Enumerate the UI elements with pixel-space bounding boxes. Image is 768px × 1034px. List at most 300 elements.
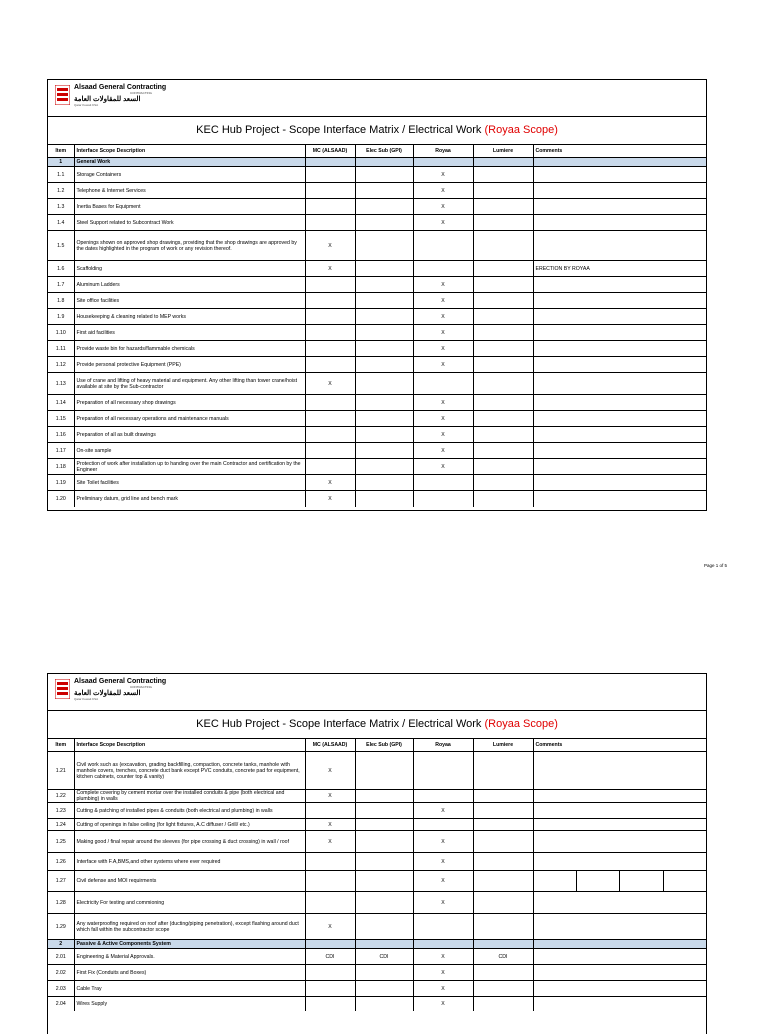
- elec-sub-cell: [355, 790, 413, 803]
- scope-description: Cable Tray: [74, 981, 305, 997]
- elec-sub-cell: [355, 341, 413, 357]
- comments-cell: [533, 167, 706, 183]
- company-name-block: [74, 84, 166, 107]
- comments-cell: [533, 231, 706, 261]
- item-number: 1.2: [48, 183, 74, 199]
- comments-cell: [533, 215, 706, 231]
- sheet-header: [48, 80, 706, 117]
- scope-description: Wires Supply: [74, 997, 305, 1011]
- section-empty-cell: [413, 158, 473, 167]
- item-number: 1.5: [48, 231, 74, 261]
- royaa-cell: X: [413, 892, 473, 914]
- page-title: [48, 711, 706, 739]
- royaa-cell: X: [413, 803, 473, 819]
- header-item: Item: [48, 145, 74, 158]
- comments-cell: [533, 373, 706, 395]
- section-row: [48, 940, 706, 949]
- comments-cell: [533, 871, 706, 892]
- mc-cell: [305, 167, 355, 183]
- royaa-cell: [413, 790, 473, 803]
- elec-sub-cell: [355, 373, 413, 395]
- item-number: 1.18: [48, 459, 74, 475]
- royaa-cell: X: [413, 183, 473, 199]
- table-row: [48, 475, 706, 491]
- comments-cell: [533, 183, 706, 199]
- table-row: [48, 790, 706, 803]
- company-name-ar: السعد للمقاولات العامة: [74, 96, 141, 103]
- royaa-cell: [413, 914, 473, 940]
- mc-cell: [305, 215, 355, 231]
- table-row: [48, 231, 706, 261]
- elec-sub-cell: [355, 871, 413, 892]
- company-logo-icon: [55, 679, 70, 699]
- scope-description: Preparation of all necessary shop drawings: [74, 395, 305, 411]
- comments-cell: [533, 309, 706, 325]
- lumiere-cell: [473, 752, 533, 790]
- royaa-cell: X: [413, 357, 473, 373]
- elec-sub-cell: [355, 199, 413, 215]
- scope-description: Any waterproofing required on roof after (ducting/piping penetration), except flashing around duct which fall within the subcontractor scope: [74, 914, 305, 940]
- item-number: 1.28: [48, 892, 74, 914]
- header-lumiere: Lumiere: [473, 739, 533, 752]
- royaa-cell: [413, 819, 473, 831]
- royaa-cell: X: [413, 871, 473, 892]
- item-number: 1.17: [48, 443, 74, 459]
- comments-cell: [533, 411, 706, 427]
- table-row: [48, 167, 706, 183]
- royaa-cell: X: [413, 459, 473, 475]
- comments-cell: [533, 752, 706, 790]
- table-row: [48, 373, 706, 395]
- sheet-page-1: [47, 79, 707, 511]
- comments-cell: ERECTION BY ROYAA: [533, 261, 706, 277]
- scope-description: Telephone & Internet Services: [74, 183, 305, 199]
- header-mc: MC (ALSAAD): [305, 145, 355, 158]
- comments-cell: [533, 395, 706, 411]
- table-row: [48, 871, 706, 892]
- scope-description: Civil defense and MOI requirments: [74, 871, 305, 892]
- title-highlight: (Royaa Scope): [484, 718, 558, 730]
- item-number: 1.7: [48, 277, 74, 293]
- title-main: KEC Hub Project - Scope Interface Matrix / Electrical Work: [196, 718, 485, 730]
- company-name-ar: السعد للمقاولات العامة: [74, 690, 141, 697]
- elec-sub-cell: [355, 752, 413, 790]
- item-number: 2.04: [48, 997, 74, 1011]
- comments-cell: [533, 427, 706, 443]
- royaa-cell: X: [413, 325, 473, 341]
- royaa-cell: X: [413, 341, 473, 357]
- elec-sub-cell: [355, 803, 413, 819]
- item-number: 1.1: [48, 167, 74, 183]
- elec-sub-cell: [355, 183, 413, 199]
- royaa-cell: X: [413, 167, 473, 183]
- table-row: [48, 341, 706, 357]
- elec-sub-cell: [355, 427, 413, 443]
- section-title: Passive & Active Components System: [74, 940, 305, 949]
- table-row: [48, 914, 706, 940]
- mc-cell: [305, 803, 355, 819]
- royaa-cell: X: [413, 949, 473, 965]
- royaa-cell: X: [413, 965, 473, 981]
- mc-cell: [305, 853, 355, 871]
- elec-sub-cell: [355, 981, 413, 997]
- item-number: 1.16: [48, 427, 74, 443]
- table-row: [48, 325, 706, 341]
- item-number: 1.3: [48, 199, 74, 215]
- item-number: 1.12: [48, 357, 74, 373]
- item-number: 1.24: [48, 819, 74, 831]
- lumiere-cell: [473, 215, 533, 231]
- elec-sub-cell: [355, 231, 413, 261]
- item-number: 1.25: [48, 831, 74, 853]
- scope-description: First Fix (Conduits and Boxes): [74, 965, 305, 981]
- comments-cell: [533, 459, 706, 475]
- table-row: [48, 443, 706, 459]
- item-number: 1.6: [48, 261, 74, 277]
- company-name-en: Alsaad General Contracting: [74, 678, 167, 685]
- mc-cell: [305, 357, 355, 373]
- table-row: [48, 395, 706, 411]
- scope-description: Openings shown on approved shop drawings, providing that the shop drawings are approved by the dates highlighted in the program of work or any revision thereof.: [74, 231, 305, 261]
- header-elec: Elec Sub (GPI): [355, 145, 413, 158]
- section-empty-cell: [413, 940, 473, 949]
- lumiere-cell: [473, 443, 533, 459]
- mc-cell: X: [305, 790, 355, 803]
- header-royaa: Royaa: [413, 145, 473, 158]
- comments-cell: [533, 277, 706, 293]
- elec-sub-cell: [355, 965, 413, 981]
- mc-cell: X: [305, 752, 355, 790]
- royaa-cell: X: [413, 853, 473, 871]
- header-item: Item: [48, 739, 74, 752]
- scope-description: Inertia Bases for Equipment: [74, 199, 305, 215]
- header-elec: Elec Sub (GPI): [355, 739, 413, 752]
- company-name-block: [74, 678, 166, 701]
- table-header-row: [48, 145, 706, 158]
- elec-sub-cell: [355, 443, 413, 459]
- mc-cell: [305, 965, 355, 981]
- elec-sub-cell: [355, 892, 413, 914]
- comments-subcell: [577, 871, 620, 891]
- item-number: 1.20: [48, 491, 74, 507]
- comments-cell: [533, 914, 706, 940]
- lumiere-cell: [473, 965, 533, 981]
- table-row: [48, 427, 706, 443]
- table-row: [48, 199, 706, 215]
- royaa-cell: X: [413, 215, 473, 231]
- scope-description: Cutting & patching of installed pipes & conduits (both electrical and plumbing) in walls: [74, 803, 305, 819]
- royaa-cell: [413, 475, 473, 491]
- section-empty-cell: [305, 940, 355, 949]
- scope-description: Aluminum Ladders: [74, 277, 305, 293]
- comments-subcell: [664, 871, 706, 891]
- item-number: 1.8: [48, 293, 74, 309]
- elec-sub-cell: [355, 459, 413, 475]
- table-row: [48, 965, 706, 981]
- item-number: 1.11: [48, 341, 74, 357]
- table-body: [48, 752, 706, 1011]
- company-name-en: Alsaad General Contracting: [74, 84, 167, 91]
- company-logo-icon: [55, 85, 70, 105]
- scope-description: Storage Containers: [74, 167, 305, 183]
- item-number: 1.9: [48, 309, 74, 325]
- lumiere-cell: [473, 183, 533, 199]
- item-number: 1.23: [48, 803, 74, 819]
- mc-cell: X: [305, 373, 355, 395]
- elec-sub-cell: [355, 293, 413, 309]
- table-row: [48, 411, 706, 427]
- elec-sub-cell: [355, 261, 413, 277]
- elec-sub-cell: [355, 491, 413, 507]
- table-row: [48, 831, 706, 853]
- scope-description: Provide waste bin for hazards/flammable chemicals: [74, 341, 305, 357]
- mc-cell: [305, 341, 355, 357]
- section-empty-cell: [533, 158, 706, 167]
- lumiere-cell: [473, 341, 533, 357]
- mc-cell: [305, 892, 355, 914]
- header-royaa: Royaa: [413, 739, 473, 752]
- lumiere-cell: CDI: [473, 949, 533, 965]
- table-row: [48, 491, 706, 507]
- mc-cell: [305, 277, 355, 293]
- table-row: [48, 853, 706, 871]
- comments-cell: [533, 443, 706, 459]
- elec-sub-cell: [355, 357, 413, 373]
- header-mc: MC (ALSAAD): [305, 739, 355, 752]
- comments-cell: [533, 981, 706, 997]
- lumiere-cell: [473, 357, 533, 373]
- page-number: Page 1 of 5: [704, 563, 728, 568]
- lumiere-cell: [473, 997, 533, 1011]
- lumiere-cell: [473, 871, 533, 892]
- mc-cell: X: [305, 831, 355, 853]
- page-title: [48, 117, 706, 145]
- comments-cell: [533, 790, 706, 803]
- lumiere-cell: [473, 790, 533, 803]
- scope-description: Use of crane and lifting of heavy material and equipment. Any other lifting than tower crane/hoist available at site by the Sub-contractor: [74, 373, 305, 395]
- section-number: 2: [48, 940, 74, 949]
- header-comments: Comments: [533, 739, 706, 752]
- item-number: 1.26: [48, 853, 74, 871]
- mc-cell: X: [305, 231, 355, 261]
- mc-cell: X: [305, 261, 355, 277]
- royaa-cell: [413, 752, 473, 790]
- mc-cell: X: [305, 475, 355, 491]
- lumiere-cell: [473, 819, 533, 831]
- scope-description: Site Toilet facilities: [74, 475, 305, 491]
- item-number: 2.01: [48, 949, 74, 965]
- mc-cell: [305, 871, 355, 892]
- table-row: [48, 357, 706, 373]
- lumiere-cell: [473, 853, 533, 871]
- scope-description: Steel Support related to Subcontract Work: [74, 215, 305, 231]
- table-row: [48, 459, 706, 475]
- royaa-cell: X: [413, 981, 473, 997]
- royaa-cell: X: [413, 443, 473, 459]
- comments-cell: [533, 325, 706, 341]
- comments-subcell: [534, 871, 577, 891]
- elec-sub-cell: [355, 831, 413, 853]
- mc-cell: X: [305, 914, 355, 940]
- scope-description: Interface with F.A,BMS,and other systems where ever required: [74, 853, 305, 871]
- scope-description: Protection of work after installation up to handing over the main Contractor and certification by the Engineer: [74, 459, 305, 475]
- table-row: [48, 215, 706, 231]
- header-comments: Comments: [533, 145, 706, 158]
- scope-description: Preparation of all necessary operations and maintenance manuals: [74, 411, 305, 427]
- royaa-cell: X: [413, 199, 473, 215]
- scope-description: Civil work such as (excavation, grading backfilling, compaction, concrete tanks, manhole with manhole covers, trenches, concrete duct bank except PVC conduits, concrete pad for equipment, kitchen cabinets, counter top & vanity): [74, 752, 305, 790]
- mc-cell: X: [305, 819, 355, 831]
- lumiere-cell: [473, 261, 533, 277]
- section-empty-cell: [305, 158, 355, 167]
- table-row: [48, 277, 706, 293]
- comments-cell: [533, 293, 706, 309]
- table-body: [48, 158, 706, 507]
- scope-description: Provide personal protective Equipment (PPE): [74, 357, 305, 373]
- comments-cell: [533, 341, 706, 357]
- royaa-cell: X: [413, 427, 473, 443]
- elec-sub-cell: [355, 309, 413, 325]
- mc-cell: [305, 309, 355, 325]
- lumiere-cell: [473, 293, 533, 309]
- sheet-header: [48, 674, 706, 711]
- header-description: Interface Scope Description: [74, 145, 305, 158]
- lumiere-cell: [473, 914, 533, 940]
- scope-description: Making good / final repair around the sleeves (for pipe crossing & duct crossing) in wall / roof: [74, 831, 305, 853]
- section-empty-cell: [473, 940, 533, 949]
- title-highlight: (Royaa Scope): [484, 124, 558, 136]
- mc-cell: [305, 395, 355, 411]
- comments-subcell: [620, 871, 663, 891]
- comments-cell: [533, 892, 706, 914]
- table-header-row: [48, 739, 706, 752]
- mc-cell: X: [305, 491, 355, 507]
- comments-cell: [533, 199, 706, 215]
- royaa-cell: X: [413, 831, 473, 853]
- scope-description: Housekeeping & cleaning related to MEP works: [74, 309, 305, 325]
- section-empty-cell: [533, 940, 706, 949]
- lumiere-cell: [473, 475, 533, 491]
- table-row: [48, 819, 706, 831]
- comments-cell: [533, 853, 706, 871]
- lumiere-cell: [473, 395, 533, 411]
- section-empty-cell: [355, 158, 413, 167]
- scope-table-1: [48, 145, 706, 507]
- mc-cell: [305, 325, 355, 341]
- table-row: [48, 261, 706, 277]
- royaa-cell: X: [413, 411, 473, 427]
- comments-cell: [533, 475, 706, 491]
- elec-sub-cell: [355, 395, 413, 411]
- lumiere-cell: [473, 981, 533, 997]
- company-sub: Qatar Kuwait KSA: [74, 103, 99, 107]
- section-empty-cell: [355, 940, 413, 949]
- section-row: [48, 158, 706, 167]
- elec-sub-cell: CDI: [355, 949, 413, 965]
- table-row: [48, 803, 706, 819]
- royaa-cell: X: [413, 997, 473, 1011]
- scope-description: Engineering & Material Approvals.: [74, 949, 305, 965]
- table-row: [48, 183, 706, 199]
- comments-cell: [533, 949, 706, 965]
- comments-cell: [533, 819, 706, 831]
- table-row: [48, 892, 706, 914]
- lumiere-cell: [473, 309, 533, 325]
- mc-cell: [305, 293, 355, 309]
- item-number: 2.02: [48, 965, 74, 981]
- comments-subcells: [534, 871, 707, 891]
- mc-cell: [305, 981, 355, 997]
- item-number: 1.13: [48, 373, 74, 395]
- title-main: KEC Hub Project - Scope Interface Matrix / Electrical Work: [196, 124, 485, 136]
- comments-cell: [533, 803, 706, 819]
- royaa-cell: [413, 373, 473, 395]
- company-sub: Qatar Kuwait KSA: [74, 697, 99, 701]
- item-number: 1.27: [48, 871, 74, 892]
- mc-cell: [305, 459, 355, 475]
- lumiere-cell: [473, 892, 533, 914]
- header-lumiere: Lumiere: [473, 145, 533, 158]
- mc-cell: [305, 199, 355, 215]
- lumiere-cell: [473, 325, 533, 341]
- lumiere-cell: [473, 803, 533, 819]
- item-number: 1.4: [48, 215, 74, 231]
- lumiere-cell: [473, 411, 533, 427]
- company-name-small: CONTRACTING: [130, 91, 152, 95]
- royaa-cell: X: [413, 309, 473, 325]
- elec-sub-cell: [355, 819, 413, 831]
- comments-cell: [533, 965, 706, 981]
- lumiere-cell: [473, 231, 533, 261]
- comments-cell: [533, 357, 706, 373]
- elec-sub-cell: [355, 475, 413, 491]
- elec-sub-cell: [355, 997, 413, 1011]
- scope-description: Preliminary datum, grid line and bench mark: [74, 491, 305, 507]
- lumiere-cell: [473, 167, 533, 183]
- royaa-cell: X: [413, 277, 473, 293]
- section-empty-cell: [473, 158, 533, 167]
- royaa-cell: X: [413, 395, 473, 411]
- elec-sub-cell: [355, 277, 413, 293]
- table-row: [48, 293, 706, 309]
- sheet-page-2: [47, 673, 707, 1034]
- elec-sub-cell: [355, 167, 413, 183]
- scope-description: Complete covering by cement mortar over the installed conduits & pipe (both electrical and plumbing) in walls: [74, 790, 305, 803]
- elec-sub-cell: [355, 325, 413, 341]
- royaa-cell: [413, 491, 473, 507]
- item-number: 2.03: [48, 981, 74, 997]
- lumiere-cell: [473, 459, 533, 475]
- table-row: [48, 997, 706, 1011]
- table-row: [48, 949, 706, 965]
- elec-sub-cell: [355, 215, 413, 231]
- comments-cell: [533, 997, 706, 1011]
- table-row: [48, 981, 706, 997]
- item-number: 1.21: [48, 752, 74, 790]
- scope-description: On-site sample: [74, 443, 305, 459]
- elec-sub-cell: [355, 411, 413, 427]
- item-number: 1.19: [48, 475, 74, 491]
- lumiere-cell: [473, 831, 533, 853]
- comments-cell: [533, 491, 706, 507]
- scope-description: Preparation of all as built drawings: [74, 427, 305, 443]
- item-number: 1.10: [48, 325, 74, 341]
- lumiere-cell: [473, 277, 533, 293]
- section-title: General Work: [74, 158, 305, 167]
- mc-cell: CDI: [305, 949, 355, 965]
- comments-cell: [533, 831, 706, 853]
- scope-description: Electricity For testing and commioning: [74, 892, 305, 914]
